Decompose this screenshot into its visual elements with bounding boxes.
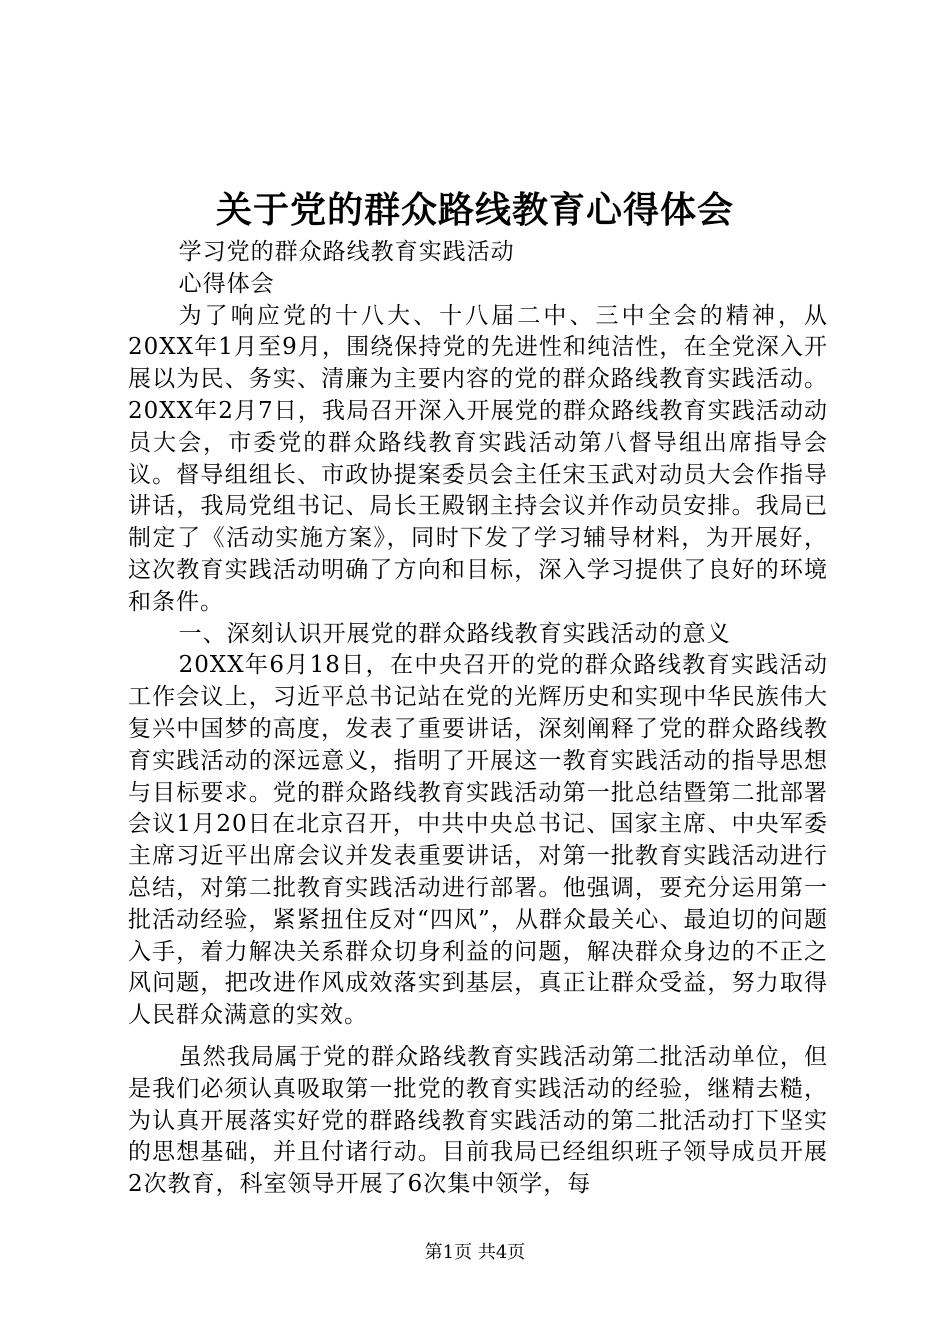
subtitle-line: 学习党的群众路线教育实践活动 bbox=[178, 239, 515, 265]
document-title: 关于党的群众路线教育心得体会 bbox=[215, 189, 734, 231]
body-paragraph: 虽然我局属于党的群众路线教育实践活动第二批活动单位，但是我们必须认真吸取第一批党的教育实践活动的经验，继精去糙，为认真开展落实好党的群路线教育实践活动的第二批活动打下坚实的思想基础，并且付诸行动。目前我局已经组织班子领导成员开展2次教育，科室领导开展了6次集中领学，每 bbox=[128, 1043, 828, 1198]
body-paragraph: 为了响应党的十八大、十八届二中、三中全会的精神，从20XX年1月至9月，围绕保持党的先进性和纯洁性，在全党深入开展以为民、务实、清廉为主要内容的党的群众路线教育实践活动。20XX年2月7日，我局召开深入开展党的群众路线教育实践活动动员大会，市委党的群众路线教育实践活动第八督导组出席指导会议。督导组组长、市政协提案委员会主任宋玉武对动员大会作指导讲话，我局党组书记、局长王殿钢主持会议并作动员安排。我局已制定了《活动实施方案》，同时下发了学习辅导材料，为开展好，这次教育实践活动明确了方向和目标，深入学习提供了良好的环境和条件。 bbox=[128, 302, 828, 615]
body-paragraph: 20XX年6月18日，在中央召开的党的群众路线教育实践活动工作会议上，习近平总书记站在党的光辉历史和实现中华民族伟大复兴中国梦的高度，发表了重要讲话，深刻阐释了党的群众路线教育实践活动的深远意义，指明了开展这一教育实践活动的指导思想与目标要求。党的群众路线教育实践活动第一批总结暨第二批部署会议1月20日在北京召开，中共中央总书记、国家主席、中央军委主席习近平出席会议并发表重要讲话，对第一批教育实践活动进行总结，对第二批教育实践活动进行部署。他强调，要充分运用第一批活动经验，紧紧扭住反对“四风”，从群众最关心、最迫切的问题入手，着力解决关系群众切身利益的问题，解决群众身边的不正之风问题，把改进作风成效落实到基层，真正让群众受益，努力取得人民群众满意的实效。 bbox=[128, 652, 828, 1029]
subtitle-line-2: 心得体会 bbox=[178, 270, 275, 297]
page-footer: 第1页 共4页 bbox=[424, 1242, 526, 1263]
document-body bbox=[128, 237, 828, 1201]
section-heading: 一、深刻认识开展党的群众路线教育实践活动的意义 bbox=[178, 620, 731, 647]
